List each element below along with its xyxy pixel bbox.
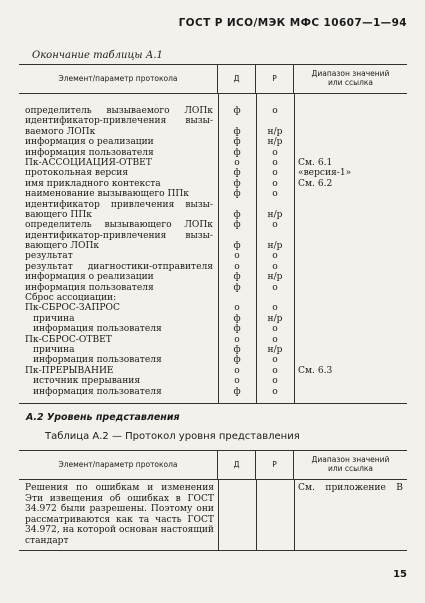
row-d-value [218, 200, 256, 210]
table-row [19, 158, 407, 168]
row-r-value: о [272, 376, 278, 387]
row-d-value: ф [233, 386, 241, 397]
row-d-value: ф [233, 189, 241, 200]
col-header-r: Р [256, 65, 294, 93]
row-d-value: ф [233, 241, 241, 252]
row-element-name: информация пользователя [25, 282, 154, 293]
row-element-name: идентификатор привлечения вызы- [25, 199, 213, 210]
row-r-value [256, 231, 294, 241]
row-r-value: о [272, 178, 278, 189]
section-heading: А.2 Уровень представления [26, 412, 180, 423]
table-a2-header [19, 451, 407, 480]
row-d-value: ф [233, 313, 241, 324]
row-range-value [294, 335, 407, 345]
row-d-value: о [234, 376, 240, 387]
table-row [19, 168, 407, 178]
row-d-value: ф [233, 209, 241, 220]
col-header-range: Диапазон значений или ссылка [311, 69, 390, 87]
row-r-value [256, 116, 294, 126]
row-range-value [294, 137, 407, 147]
row-r-value: н/р [267, 241, 283, 252]
row-d-value: ф [233, 355, 241, 366]
row-d-value: о [234, 365, 240, 376]
row-d-value: ф [233, 147, 241, 158]
row-element-name: ваемого ЛОПк [25, 126, 96, 137]
row-range-value: «версия-1» [298, 168, 352, 179]
table-a2-description: Решения по ошибкам и изменения Эти извещения об ошибках в ГОСТ 34.972 были разрешены. Поэтому они рассматриваются как та часть ГОСТ 34.972, на которой основан настоящий стандарт [25, 483, 214, 546]
row-d-value: о [234, 303, 240, 314]
row-range-value: См. 6.1 [298, 157, 333, 168]
row-d-value: ф [233, 106, 241, 116]
row-d-value: ф [233, 220, 241, 231]
row-range-value [294, 345, 407, 355]
row-range-value: См. 6.2 [298, 178, 333, 189]
row-d-value: ф [233, 126, 241, 137]
row-element-name: источник прерывания [33, 376, 141, 387]
table-row [19, 241, 407, 251]
col-header-r: Р [256, 451, 294, 479]
row-r-value [256, 293, 294, 303]
row-r-value: н/р [267, 137, 283, 148]
row-range-value [294, 116, 407, 126]
row-range-value [294, 189, 407, 199]
row-r-value: н/р [267, 126, 283, 137]
row-range-value [294, 106, 407, 116]
row-element-name: Пк-АССОЦИАЦИЯ-ОТВЕТ [25, 157, 152, 168]
row-d-value [218, 293, 256, 303]
table-row [19, 116, 407, 126]
table-row [19, 366, 407, 376]
row-r-value: о [272, 324, 278, 335]
col-header-element: Элемент/параметр протокола [19, 65, 218, 93]
row-r-value: о [272, 303, 278, 314]
row-element-name: идентификатор-привлечения вызы- [25, 116, 213, 127]
row-r-value: о [272, 355, 278, 366]
row-d-value: ф [233, 282, 241, 293]
row-d-value: ф [233, 324, 241, 335]
row-element-name: информация о реализации [25, 272, 154, 283]
page-number: 15 [393, 569, 407, 580]
col-header-d: Д [218, 451, 256, 479]
row-r-value: н/р [267, 272, 283, 283]
row-element-name: информация пользователя [25, 147, 154, 158]
row-element-name: результат [25, 251, 73, 262]
row-range-value [294, 200, 407, 210]
row-r-value [256, 200, 294, 210]
row-range-value [294, 251, 407, 261]
row-range-value [294, 241, 407, 251]
row-d-value: ф [233, 178, 241, 189]
row-element-name: протокольная версия [25, 168, 129, 179]
row-range-value [294, 387, 407, 397]
row-d-value: ф [233, 344, 241, 355]
row-d-value: о [234, 334, 240, 345]
row-range-value [294, 283, 407, 293]
row-element-name: причина [33, 344, 75, 355]
row-element-name: Пк-ПРЕРЫВАНИЕ [25, 365, 114, 376]
document-header: ГОСТ Р ИСО/МЭК МФС 10607—1—94 [178, 17, 407, 29]
row-range-value [294, 127, 407, 137]
table-row [19, 127, 407, 137]
row-element-name: имя прикладного контекста [25, 178, 161, 189]
row-element-name: причина [33, 313, 75, 324]
row-r-value: о [272, 168, 278, 179]
table-row [19, 355, 407, 365]
row-range-value [294, 376, 407, 386]
table-row [19, 210, 407, 220]
row-r-value: о [272, 157, 278, 168]
row-r-value: н/р [267, 313, 283, 324]
row-range-value: См. 6.3 [298, 365, 333, 376]
table-row [19, 335, 407, 345]
table-row [19, 179, 407, 189]
table1-caption: Окончание таблицы А.1 [32, 50, 163, 61]
row-d-value: о [234, 251, 240, 262]
table-row [19, 303, 407, 313]
row-r-value: о [272, 251, 278, 262]
row-element-name: информация о реализации [25, 137, 154, 148]
row-range-value [294, 314, 407, 324]
col-header-d: Д [218, 65, 256, 93]
row-r-value: о [272, 220, 278, 231]
col-header-range: Диапазон значений или ссылка [311, 455, 390, 473]
row-element-name: результат диагностики-отправителя [25, 261, 213, 272]
row-element-name: определитель вызывающего ЛОПк [25, 220, 213, 231]
table-row [19, 314, 407, 324]
row-element-name: наименование вызывающего ППк [25, 189, 189, 200]
row-range-value [294, 303, 407, 313]
table2-caption: Таблица А.2 — Протокол уровня представления [45, 431, 300, 442]
table-row [19, 324, 407, 334]
row-element-name: Сброс ассоциации: [25, 293, 117, 304]
table-row [19, 293, 407, 303]
row-range-value [294, 262, 407, 272]
table-row [19, 262, 407, 272]
col-header-element: Элемент/параметр протокола [19, 451, 218, 479]
row-r-value: о [272, 365, 278, 376]
table-row [19, 148, 407, 158]
table-row [19, 376, 407, 386]
table-row [19, 200, 407, 210]
table-a1-header [19, 65, 407, 94]
row-r-value: о [272, 106, 278, 116]
row-d-value: ф [233, 168, 241, 179]
table-row [19, 137, 407, 147]
row-element-name: информация пользователя [33, 324, 162, 335]
row-element-name: идентификатор-привлечения вызы- [25, 230, 213, 241]
row-r-value: о [272, 261, 278, 272]
table-a2-row [19, 480, 407, 550]
row-element-name: Пк-СБРОС-ОТВЕТ [25, 334, 112, 345]
table-row [19, 345, 407, 355]
row-range-value [294, 231, 407, 241]
row-range-value [294, 324, 407, 334]
row-d-value: ф [233, 272, 241, 283]
row-range-value [294, 148, 407, 158]
row-element-name: вающего ППк [25, 209, 92, 220]
row-range-value [294, 210, 407, 220]
table-row [19, 106, 407, 116]
table-a1 [19, 64, 407, 404]
table-row [19, 272, 407, 282]
table-row [19, 283, 407, 293]
row-range-value [294, 272, 407, 282]
row-range-value [294, 293, 407, 303]
row-r-value: о [272, 189, 278, 200]
row-r-value: н/р [267, 209, 283, 220]
row-r-value: н/р [267, 344, 283, 355]
row-range-value [294, 355, 407, 365]
table-a1-body [19, 94, 407, 403]
row-element-name: Пк-СБРОС-ЗАПРОС [25, 303, 120, 314]
table-row [19, 189, 407, 199]
table-row [19, 220, 407, 230]
row-d-value [218, 116, 256, 126]
row-r-value: о [272, 147, 278, 158]
row-range-value [294, 220, 407, 230]
row-element-name: информация пользователя [33, 355, 162, 366]
table-a2-reference: См. приложение В [298, 483, 403, 493]
row-d-value: ф [233, 137, 241, 148]
row-d-value: о [234, 157, 240, 168]
row-r-value: о [272, 334, 278, 345]
row-element-name: определитель вызываемого ЛОПк [25, 106, 213, 116]
row-d-value [218, 231, 256, 241]
table-row [19, 387, 407, 397]
table-a2 [19, 450, 407, 551]
row-d-value: о [234, 261, 240, 272]
row-element-name: вающего ЛОПк [25, 241, 100, 252]
table-row [19, 251, 407, 261]
table-row [19, 231, 407, 241]
row-r-value: о [272, 282, 278, 293]
row-element-name: информация пользователя [33, 386, 162, 397]
row-r-value: о [272, 386, 278, 397]
